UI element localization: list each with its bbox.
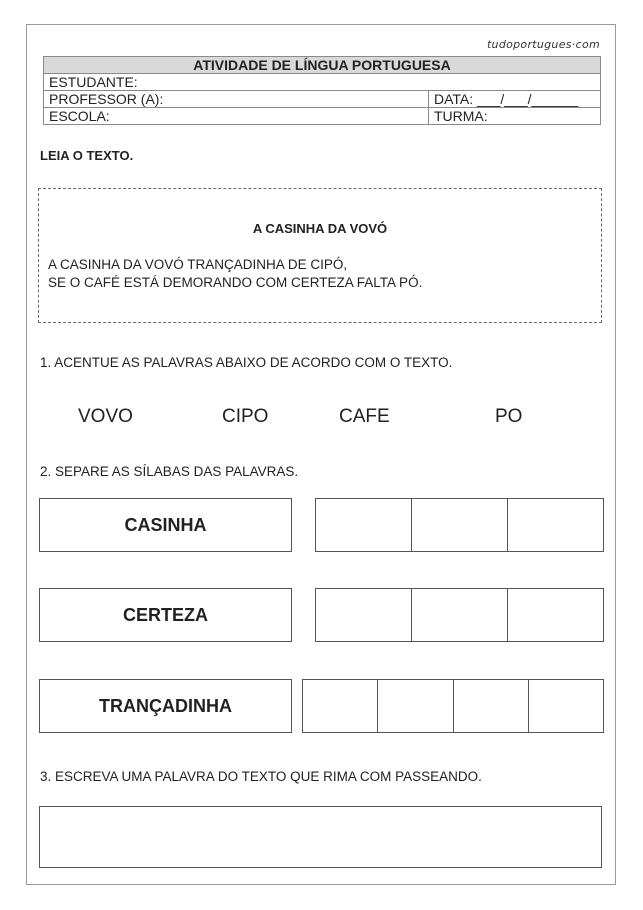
syllable-word-box: TRANÇADINHA (39, 679, 292, 733)
syllable-grid (302, 679, 604, 733)
syllable-cell[interactable] (454, 680, 529, 732)
accent-word: CIPO (222, 406, 269, 427)
activity-title: ATIVIDADE DE LÍNGUA PORTUGUESA (44, 57, 601, 74)
syllable-cell[interactable] (529, 680, 603, 732)
syllable-word-box: CERTEZA (39, 588, 292, 642)
text-title: A CASINHA DA VOVÓ (252, 221, 388, 236)
syllable-cell[interactable] (412, 589, 508, 641)
accent-word: VOVO (78, 406, 133, 427)
header-table (43, 56, 601, 125)
reading-text-box (38, 188, 602, 323)
teacher-field[interactable]: PROFESSOR (A): (44, 91, 429, 108)
syllable-cell[interactable] (508, 589, 603, 641)
accent-word: PO (495, 406, 523, 427)
syllable-cell[interactable] (508, 499, 603, 551)
school-field[interactable]: ESCOLA: (44, 108, 429, 125)
syllable-cell[interactable] (412, 499, 508, 551)
student-field[interactable]: ESTUDANTE: (44, 74, 601, 91)
syllable-grid (315, 498, 604, 552)
question-1: 1. ACENTUE AS PALAVRAS ABAIXO DE ACORDO COM O TEXTO. (40, 355, 453, 370)
read-instruction: LEIA O TEXTO. (40, 148, 134, 163)
date-field[interactable]: DATA: ___/___/______ (429, 91, 601, 108)
question-3: 3. ESCREVA UMA PALAVRA DO TEXTO QUE RIMA COM PASSEANDO. (40, 769, 482, 784)
syllable-cell[interactable] (303, 680, 378, 732)
syllable-cell[interactable] (316, 589, 412, 641)
syllable-cell[interactable] (378, 680, 453, 732)
text-line-1: A CASINHA DA VOVÓ TRANÇADINHA DE CIPÓ, (48, 257, 348, 272)
accent-word: CAFE (339, 406, 390, 427)
syllable-word-box: CASINHA (39, 498, 292, 552)
text-line-2: SE O CAFÉ ESTÁ DEMORANDO COM CERTEZA FALTA PÓ. (48, 275, 423, 290)
syllable-grid (315, 588, 604, 642)
answer-box[interactable] (39, 806, 602, 868)
site-watermark: tudoportugues·com (486, 38, 600, 51)
question-2: 2. SEPARE AS SÍLABAS DAS PALAVRAS. (40, 464, 299, 479)
syllable-cell[interactable] (316, 499, 412, 551)
class-field[interactable]: TURMA: (429, 108, 601, 125)
